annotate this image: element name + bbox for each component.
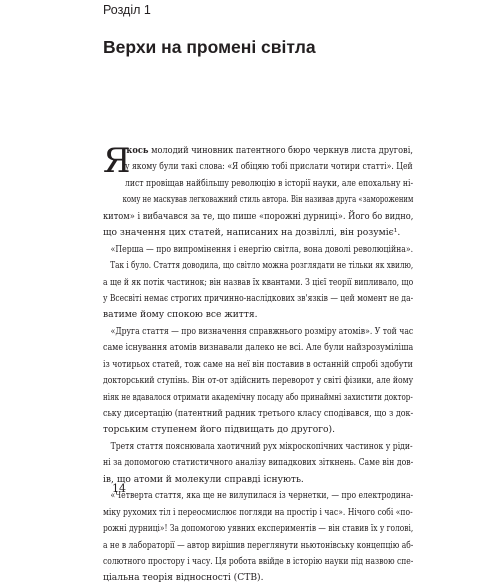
text-line (103, 242, 414, 258)
text-line (103, 225, 413, 241)
text-line (103, 422, 413, 438)
text-line (103, 192, 414, 208)
text-line (103, 357, 413, 373)
line-text: лист провіщав найбільшу революцію в історії науки, але епохальну ні- (124, 178, 414, 189)
line-text: молодий чиновник патентного бюро черкнув листа другові, (148, 146, 413, 156)
line-text: ватиме йому спокою все життя. (103, 310, 258, 321)
line-text: «Четверта стаття, яка ще не вилупилася із чернетки, — про електродина- (110, 491, 414, 502)
line-text: докторський ступінь. Він от-от здійснить переворот у світі фізики, але йому (103, 376, 414, 387)
line-text: у Всесвіті немає строгих причинно-наслідкових зв'язків — цей момент не да- (103, 293, 414, 304)
text-line (103, 406, 414, 422)
text-line (103, 324, 414, 340)
line-text: у якому були такі слова: «Я обіцяю тобі прислати чотири статті». Цей (124, 162, 413, 173)
line-text: що значення цих статей, написаних на дозвіллі, він розуміє¹. (103, 228, 401, 239)
drop-cap: Я (103, 141, 131, 181)
line-text: кому не маскував легковажний стиль автора. Він називав друга «замороженим (122, 195, 414, 206)
line-text: «Друга стаття — про визначення справжнього розміру атомів». У той час (110, 326, 414, 337)
text-line (103, 209, 414, 225)
line-text: ніяк не вдавалося отримати академічну посаду або принаймні захистити доктор- (103, 392, 413, 403)
body-text (103, 143, 413, 587)
text-line (103, 554, 414, 570)
line-text: міку рухомих тіл і переосмислює погляди на простір і час». Нічого собі «по- (103, 507, 413, 518)
line-text: ську дисертацію (патентний радник третього класу сподівався, що з док- (103, 409, 414, 419)
text-line (103, 176, 414, 192)
text-line (103, 570, 413, 586)
line-text: ціальна теорія відносності (СТВ). (103, 573, 264, 584)
text-line (103, 488, 414, 504)
line-text: ів, що атоми й молекули справді існують. (103, 474, 304, 485)
text-line (103, 159, 413, 175)
text-line (103, 143, 413, 159)
line-text: Так і було. Стаття доводила, що світло можна розглядати не тільки як хвилю, (110, 261, 414, 272)
line-text: торським ступенем його підвищать до другого). (103, 425, 336, 436)
line-text: а ще й як потік частинок; він назвав їх квантами. З цієї теорії випливало, що (103, 277, 414, 288)
line-text: ні за допомогою статистичного аналізу випадкових зіткнень. Саме він дов- (103, 458, 414, 469)
text-line (103, 307, 413, 323)
text-line (103, 340, 414, 356)
line-text: а не в лабораторії — автор вирішив переглянути ньютонівську концепцію аб- (103, 540, 414, 551)
line-text: «Перша — про випромінення і енергію світла, вона доволі революційна». (110, 244, 414, 255)
text-line (103, 455, 414, 471)
line-text: рожні дурниці»! За допомогою уявних експериментів — він ставив їх у голові, (103, 524, 414, 535)
line-text: солютного простору і часу. Ця робота ввійде в історію науки під назвою спе- (103, 556, 414, 567)
page-number: 14 (112, 482, 126, 495)
text-line (103, 258, 414, 274)
line-text: Третя стаття пояснювала хаотичний рух мікроскопічних частинок у ріди- (110, 441, 413, 452)
chapter-label: Розділ 1 (103, 3, 151, 17)
text-line (103, 373, 414, 389)
line-text: із чотирьох статей, тож саме на неї він поставив в останній спробі здобути (103, 359, 413, 370)
text-line (103, 472, 413, 488)
line-text: саме існування атомів визнавали далеко не всі. Але були найзрозуміліша (103, 343, 414, 354)
page-title: Верхи на промені світла (103, 37, 316, 57)
text-line (103, 505, 413, 521)
lead-word: кось (126, 145, 149, 156)
text-line (103, 390, 413, 406)
text-line (103, 521, 414, 537)
line-text: китом» і вибачався за те, що пише «порожні дурниці». Його бо видно, (103, 211, 414, 222)
text-line (103, 538, 414, 554)
text-line (103, 439, 413, 455)
text-line (103, 275, 414, 291)
text-line (103, 291, 414, 307)
